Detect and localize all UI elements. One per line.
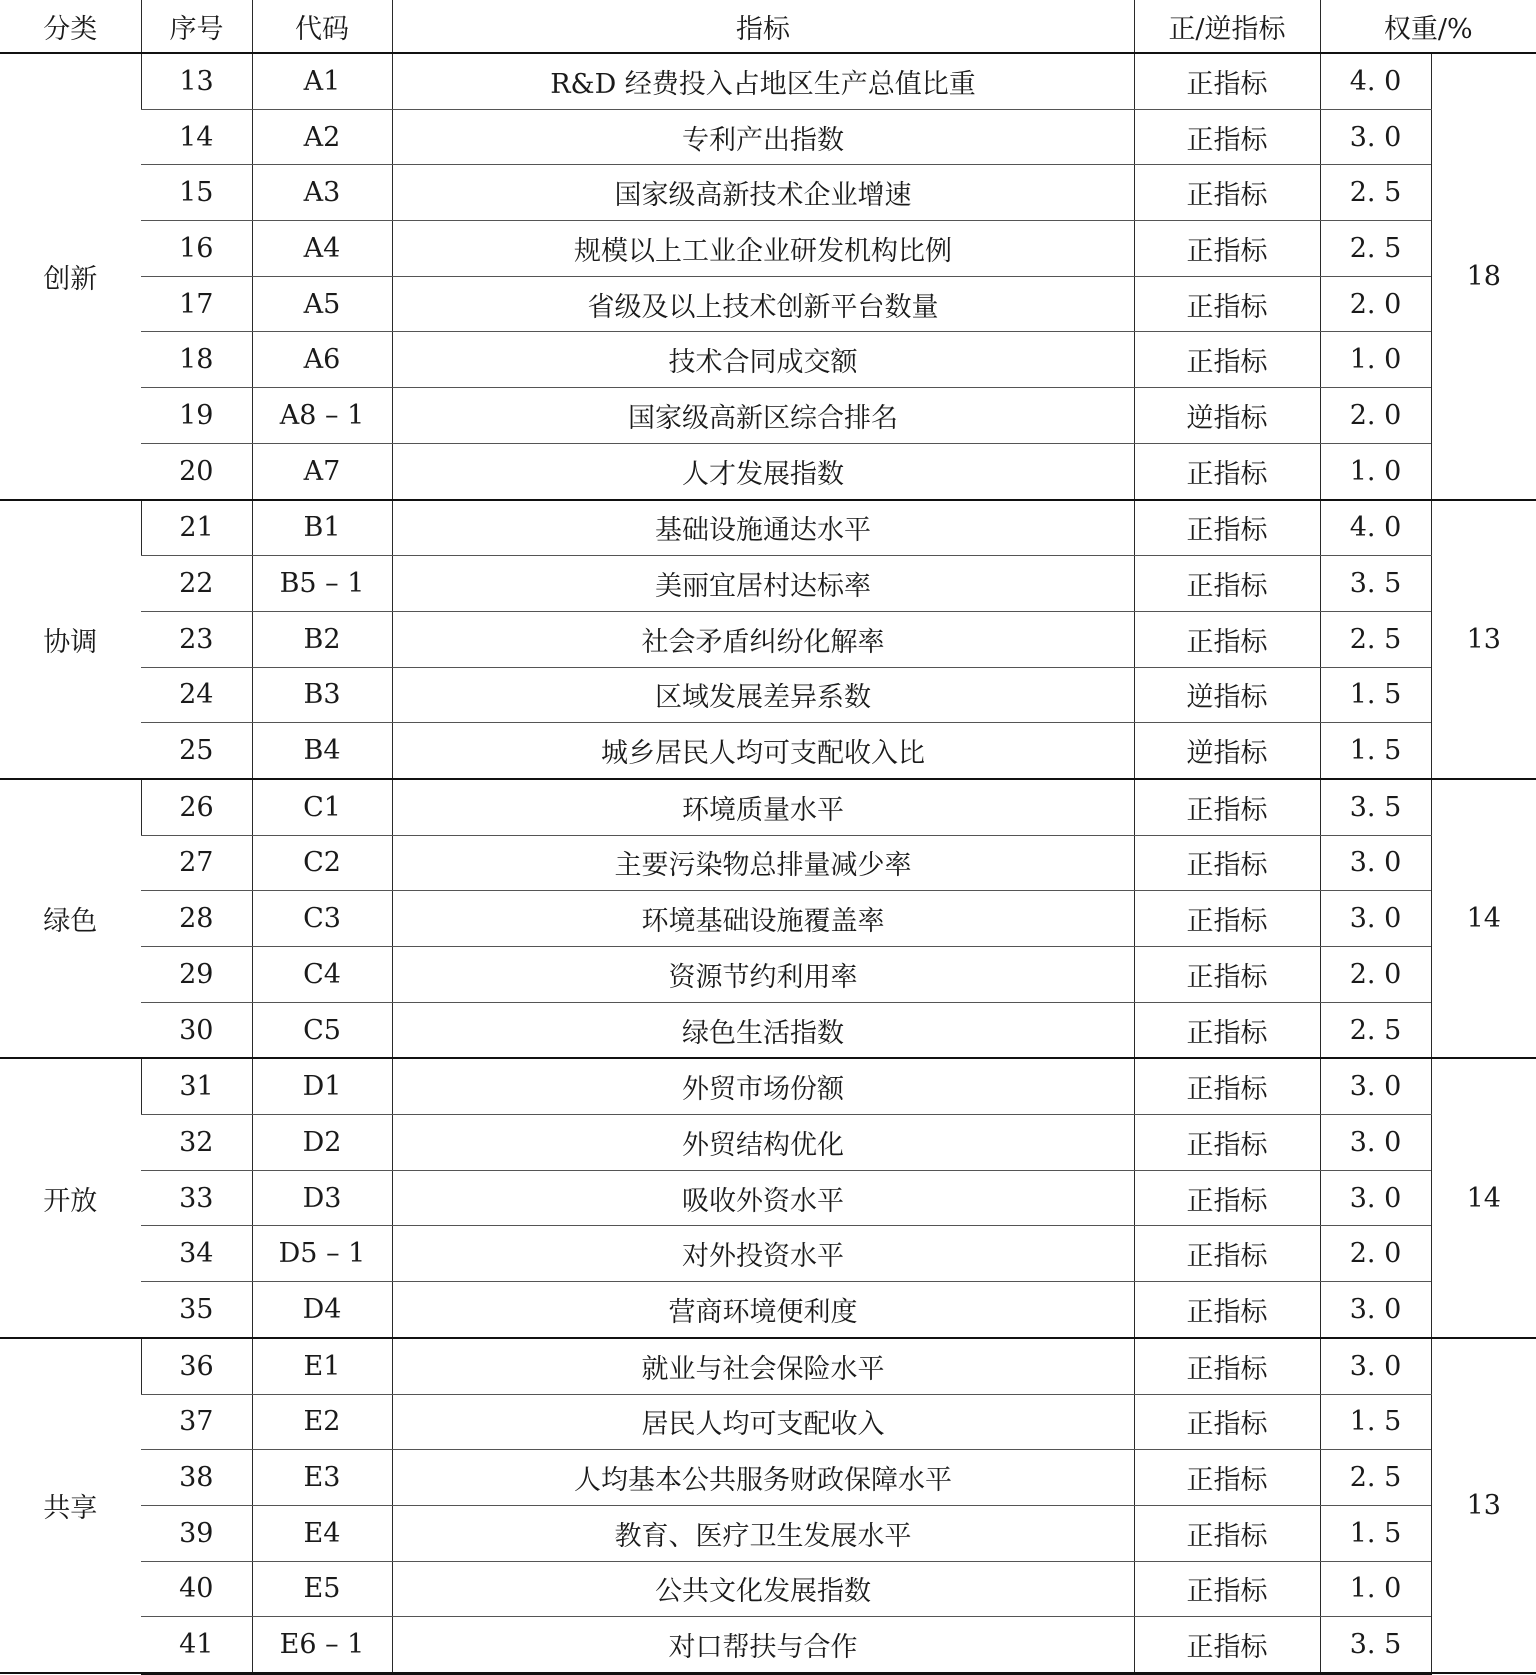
indicator-cell: 规模以上工业企业研发机构比例 (392, 221, 1134, 277)
direction-cell: 正指标 (1134, 1617, 1320, 1674)
direction-cell: 正指标 (1134, 1394, 1320, 1450)
category-total-weight: 18 (1431, 53, 1536, 500)
table-row (0, 1226, 1536, 1282)
code-cell: D4 (252, 1282, 392, 1338)
indicator-cell: 外贸市场份额 (392, 1058, 1134, 1114)
seq-cell: 27 (141, 835, 252, 891)
direction-cell: 正指标 (1134, 1561, 1320, 1617)
indicator-cell: 国家级高新技术企业增速 (392, 165, 1134, 221)
table-row (0, 556, 1536, 612)
direction-cell: 正指标 (1134, 556, 1320, 612)
indicator-cell: 绿色生活指数 (392, 1002, 1134, 1058)
seq-cell: 35 (141, 1282, 252, 1338)
indicator-cell: 省级及以上技术创新平台数量 (392, 276, 1134, 332)
table-body (0, 53, 1536, 1673)
direction-cell: 正指标 (1134, 165, 1320, 221)
table-row (0, 1115, 1536, 1171)
seq-cell: 20 (141, 443, 252, 499)
weight-cell: 3. 0 (1320, 109, 1431, 165)
seq-cell: 32 (141, 1115, 252, 1171)
table-row (0, 165, 1536, 221)
weight-cell: 1. 5 (1320, 1394, 1431, 1450)
seq-cell: 26 (141, 779, 252, 835)
table-row (0, 1561, 1536, 1617)
seq-cell: 33 (141, 1170, 252, 1226)
seq-cell: 23 (141, 611, 252, 667)
indicator-cell: 环境质量水平 (392, 779, 1134, 835)
indicator-cell: 教育、医疗卫生发展水平 (392, 1505, 1134, 1561)
seq-cell: 18 (141, 332, 252, 388)
category-total-weight: 14 (1431, 779, 1536, 1058)
indicator-cell: 人均基本公共服务财政保障水平 (392, 1450, 1134, 1506)
indicator-cell: 外贸结构优化 (392, 1115, 1134, 1171)
direction-cell: 逆指标 (1134, 723, 1320, 779)
code-cell: A2 (252, 109, 392, 165)
weight-cell: 3. 0 (1320, 891, 1431, 947)
seq-cell: 37 (141, 1394, 252, 1450)
table-row (0, 221, 1536, 277)
indicator-cell: 就业与社会保险水平 (392, 1338, 1134, 1394)
indicator-cell: 公共文化发展指数 (392, 1561, 1134, 1617)
direction-cell: 正指标 (1134, 611, 1320, 667)
weight-cell: 2. 5 (1320, 165, 1431, 221)
weight-cell: 4. 0 (1320, 500, 1431, 556)
direction-cell: 正指标 (1134, 276, 1320, 332)
indicator-cell: 吸收外资水平 (392, 1170, 1134, 1226)
seq-cell: 21 (141, 500, 252, 556)
code-cell: A7 (252, 443, 392, 499)
header-indicator: 指标 (392, 0, 1134, 53)
code-cell: D2 (252, 1115, 392, 1171)
direction-cell: 正指标 (1134, 779, 1320, 835)
indicator-cell: R&D 经费投入占地区生产总值比重 (392, 53, 1134, 109)
direction-cell: 正指标 (1134, 1226, 1320, 1282)
table-row (0, 332, 1536, 388)
table-row (0, 947, 1536, 1003)
weight-cell: 2. 5 (1320, 611, 1431, 667)
code-cell: B4 (252, 723, 392, 779)
table-row (0, 1617, 1536, 1674)
weight-cell: 2. 5 (1320, 1002, 1431, 1058)
weight-cell: 4. 0 (1320, 53, 1431, 109)
indicator-cell: 区域发展差异系数 (392, 667, 1134, 723)
direction-cell: 正指标 (1134, 947, 1320, 1003)
direction-cell: 正指标 (1134, 1115, 1320, 1171)
code-cell: E4 (252, 1505, 392, 1561)
seq-cell: 31 (141, 1058, 252, 1114)
indicator-cell: 国家级高新区综合排名 (392, 388, 1134, 444)
seq-cell: 15 (141, 165, 252, 221)
code-cell: E1 (252, 1338, 392, 1394)
table-row (0, 1450, 1536, 1506)
table-row (0, 611, 1536, 667)
indicator-cell: 人才发展指数 (392, 443, 1134, 499)
table-row (0, 779, 1536, 835)
indicator-cell: 资源节约利用率 (392, 947, 1134, 1003)
indicator-cell: 技术合同成交额 (392, 332, 1134, 388)
seq-cell: 24 (141, 667, 252, 723)
table-row (0, 1170, 1536, 1226)
weight-cell: 3. 5 (1320, 1617, 1431, 1674)
indicator-cell: 专利产出指数 (392, 109, 1134, 165)
indicator-cell: 城乡居民人均可支配收入比 (392, 723, 1134, 779)
code-cell: A8 – 1 (252, 388, 392, 444)
direction-cell: 逆指标 (1134, 667, 1320, 723)
seq-cell: 22 (141, 556, 252, 612)
indicator-cell: 社会矛盾纠纷化解率 (392, 611, 1134, 667)
indicator-cell: 对外投资水平 (392, 1226, 1134, 1282)
indicator-cell: 对口帮扶与合作 (392, 1617, 1134, 1674)
category-total-weight: 14 (1431, 1058, 1536, 1337)
direction-cell: 正指标 (1134, 1170, 1320, 1226)
weight-cell: 1. 5 (1320, 667, 1431, 723)
weight-cell: 1. 0 (1320, 1561, 1431, 1617)
weight-cell: 1. 5 (1320, 1505, 1431, 1561)
weight-cell: 3. 0 (1320, 1058, 1431, 1114)
direction-cell: 逆指标 (1134, 388, 1320, 444)
table-row (0, 53, 1536, 109)
table-row (0, 276, 1536, 332)
seq-cell: 16 (141, 221, 252, 277)
code-cell: C5 (252, 1002, 392, 1058)
table-row (0, 1058, 1536, 1114)
header-seq: 序号 (141, 0, 252, 53)
seq-cell: 41 (141, 1617, 252, 1674)
code-cell: B2 (252, 611, 392, 667)
weight-cell: 3. 0 (1320, 835, 1431, 891)
seq-cell: 28 (141, 891, 252, 947)
indicator-cell: 环境基础设施覆盖率 (392, 891, 1134, 947)
direction-cell: 正指标 (1134, 332, 1320, 388)
table-row (0, 109, 1536, 165)
category-cell: 创新 (0, 53, 141, 500)
direction-cell: 正指标 (1134, 53, 1320, 109)
header-code: 代码 (252, 0, 392, 53)
direction-cell: 正指标 (1134, 443, 1320, 499)
table-row (0, 1338, 1536, 1394)
weight-cell: 1. 5 (1320, 723, 1431, 779)
direction-cell: 正指标 (1134, 891, 1320, 947)
indicator-cell: 营商环境便利度 (392, 1282, 1134, 1338)
direction-cell: 正指标 (1134, 1450, 1320, 1506)
code-cell: A5 (252, 276, 392, 332)
table-row (0, 667, 1536, 723)
table-row (0, 1394, 1536, 1450)
code-cell: A4 (252, 221, 392, 277)
code-cell: A3 (252, 165, 392, 221)
category-cell: 共享 (0, 1338, 141, 1674)
code-cell: D1 (252, 1058, 392, 1114)
weight-cell: 2. 0 (1320, 1226, 1431, 1282)
code-cell: C4 (252, 947, 392, 1003)
direction-cell: 正指标 (1134, 1282, 1320, 1338)
header-row (0, 0, 1536, 53)
seq-cell: 30 (141, 1002, 252, 1058)
table-row (0, 500, 1536, 556)
direction-cell: 正指标 (1134, 1505, 1320, 1561)
code-cell: E3 (252, 1450, 392, 1506)
seq-cell: 29 (141, 947, 252, 1003)
direction-cell: 正指标 (1134, 835, 1320, 891)
table-row (0, 1505, 1536, 1561)
indicator-cell: 美丽宜居村达标率 (392, 556, 1134, 612)
code-cell: B3 (252, 667, 392, 723)
weight-cell: 1. 0 (1320, 443, 1431, 499)
seq-cell: 36 (141, 1338, 252, 1394)
table-row (0, 443, 1536, 499)
code-cell: A1 (252, 53, 392, 109)
header-weight: 权重/% (1320, 0, 1536, 53)
direction-cell: 正指标 (1134, 1058, 1320, 1114)
weight-cell: 3. 0 (1320, 1170, 1431, 1226)
direction-cell: 正指标 (1134, 221, 1320, 277)
weight-cell: 3. 0 (1320, 1338, 1431, 1394)
seq-cell: 38 (141, 1450, 252, 1506)
weight-cell: 2. 0 (1320, 276, 1431, 332)
seq-cell: 25 (141, 723, 252, 779)
code-cell: D5 – 1 (252, 1226, 392, 1282)
weight-cell: 3. 5 (1320, 779, 1431, 835)
code-cell: D3 (252, 1170, 392, 1226)
header-direction: 正/逆指标 (1134, 0, 1320, 53)
weight-cell: 3. 5 (1320, 556, 1431, 612)
weight-cell: 2. 5 (1320, 1450, 1431, 1506)
code-cell: C1 (252, 779, 392, 835)
weight-cell: 3. 0 (1320, 1282, 1431, 1338)
category-cell: 绿色 (0, 779, 141, 1058)
code-cell: E2 (252, 1394, 392, 1450)
code-cell: B5 – 1 (252, 556, 392, 612)
header-category: 分类 (0, 0, 141, 53)
table-row (0, 835, 1536, 891)
code-cell: B1 (252, 500, 392, 556)
seq-cell: 14 (141, 109, 252, 165)
code-cell: C2 (252, 835, 392, 891)
weight-cell: 2. 0 (1320, 947, 1431, 1003)
indicator-cell: 基础设施通达水平 (392, 500, 1134, 556)
weight-cell: 1. 0 (1320, 332, 1431, 388)
seq-cell: 40 (141, 1561, 252, 1617)
table-row (0, 1002, 1536, 1058)
weight-cell: 2. 5 (1320, 221, 1431, 277)
code-cell: A6 (252, 332, 392, 388)
direction-cell: 正指标 (1134, 109, 1320, 165)
category-total-weight: 13 (1431, 500, 1536, 779)
direction-cell: 正指标 (1134, 1338, 1320, 1394)
seq-cell: 34 (141, 1226, 252, 1282)
table-row (0, 1282, 1536, 1338)
seq-cell: 17 (141, 276, 252, 332)
weight-cell: 2. 0 (1320, 388, 1431, 444)
seq-cell: 39 (141, 1505, 252, 1561)
seq-cell: 19 (141, 388, 252, 444)
table-row (0, 723, 1536, 779)
indicator-cell: 居民人均可支配收入 (392, 1394, 1134, 1450)
direction-cell: 正指标 (1134, 500, 1320, 556)
direction-cell: 正指标 (1134, 1002, 1320, 1058)
category-cell: 开放 (0, 1058, 141, 1337)
code-cell: C3 (252, 891, 392, 947)
code-cell: E5 (252, 1561, 392, 1617)
weight-cell: 3. 0 (1320, 1115, 1431, 1171)
table-row (0, 891, 1536, 947)
indicator-cell: 主要污染物总排量减少率 (392, 835, 1134, 891)
category-total-weight: 13 (1431, 1338, 1536, 1674)
code-cell: E6 – 1 (252, 1617, 392, 1674)
seq-cell: 13 (141, 53, 252, 109)
category-cell: 协调 (0, 500, 141, 779)
table-row (0, 388, 1536, 444)
